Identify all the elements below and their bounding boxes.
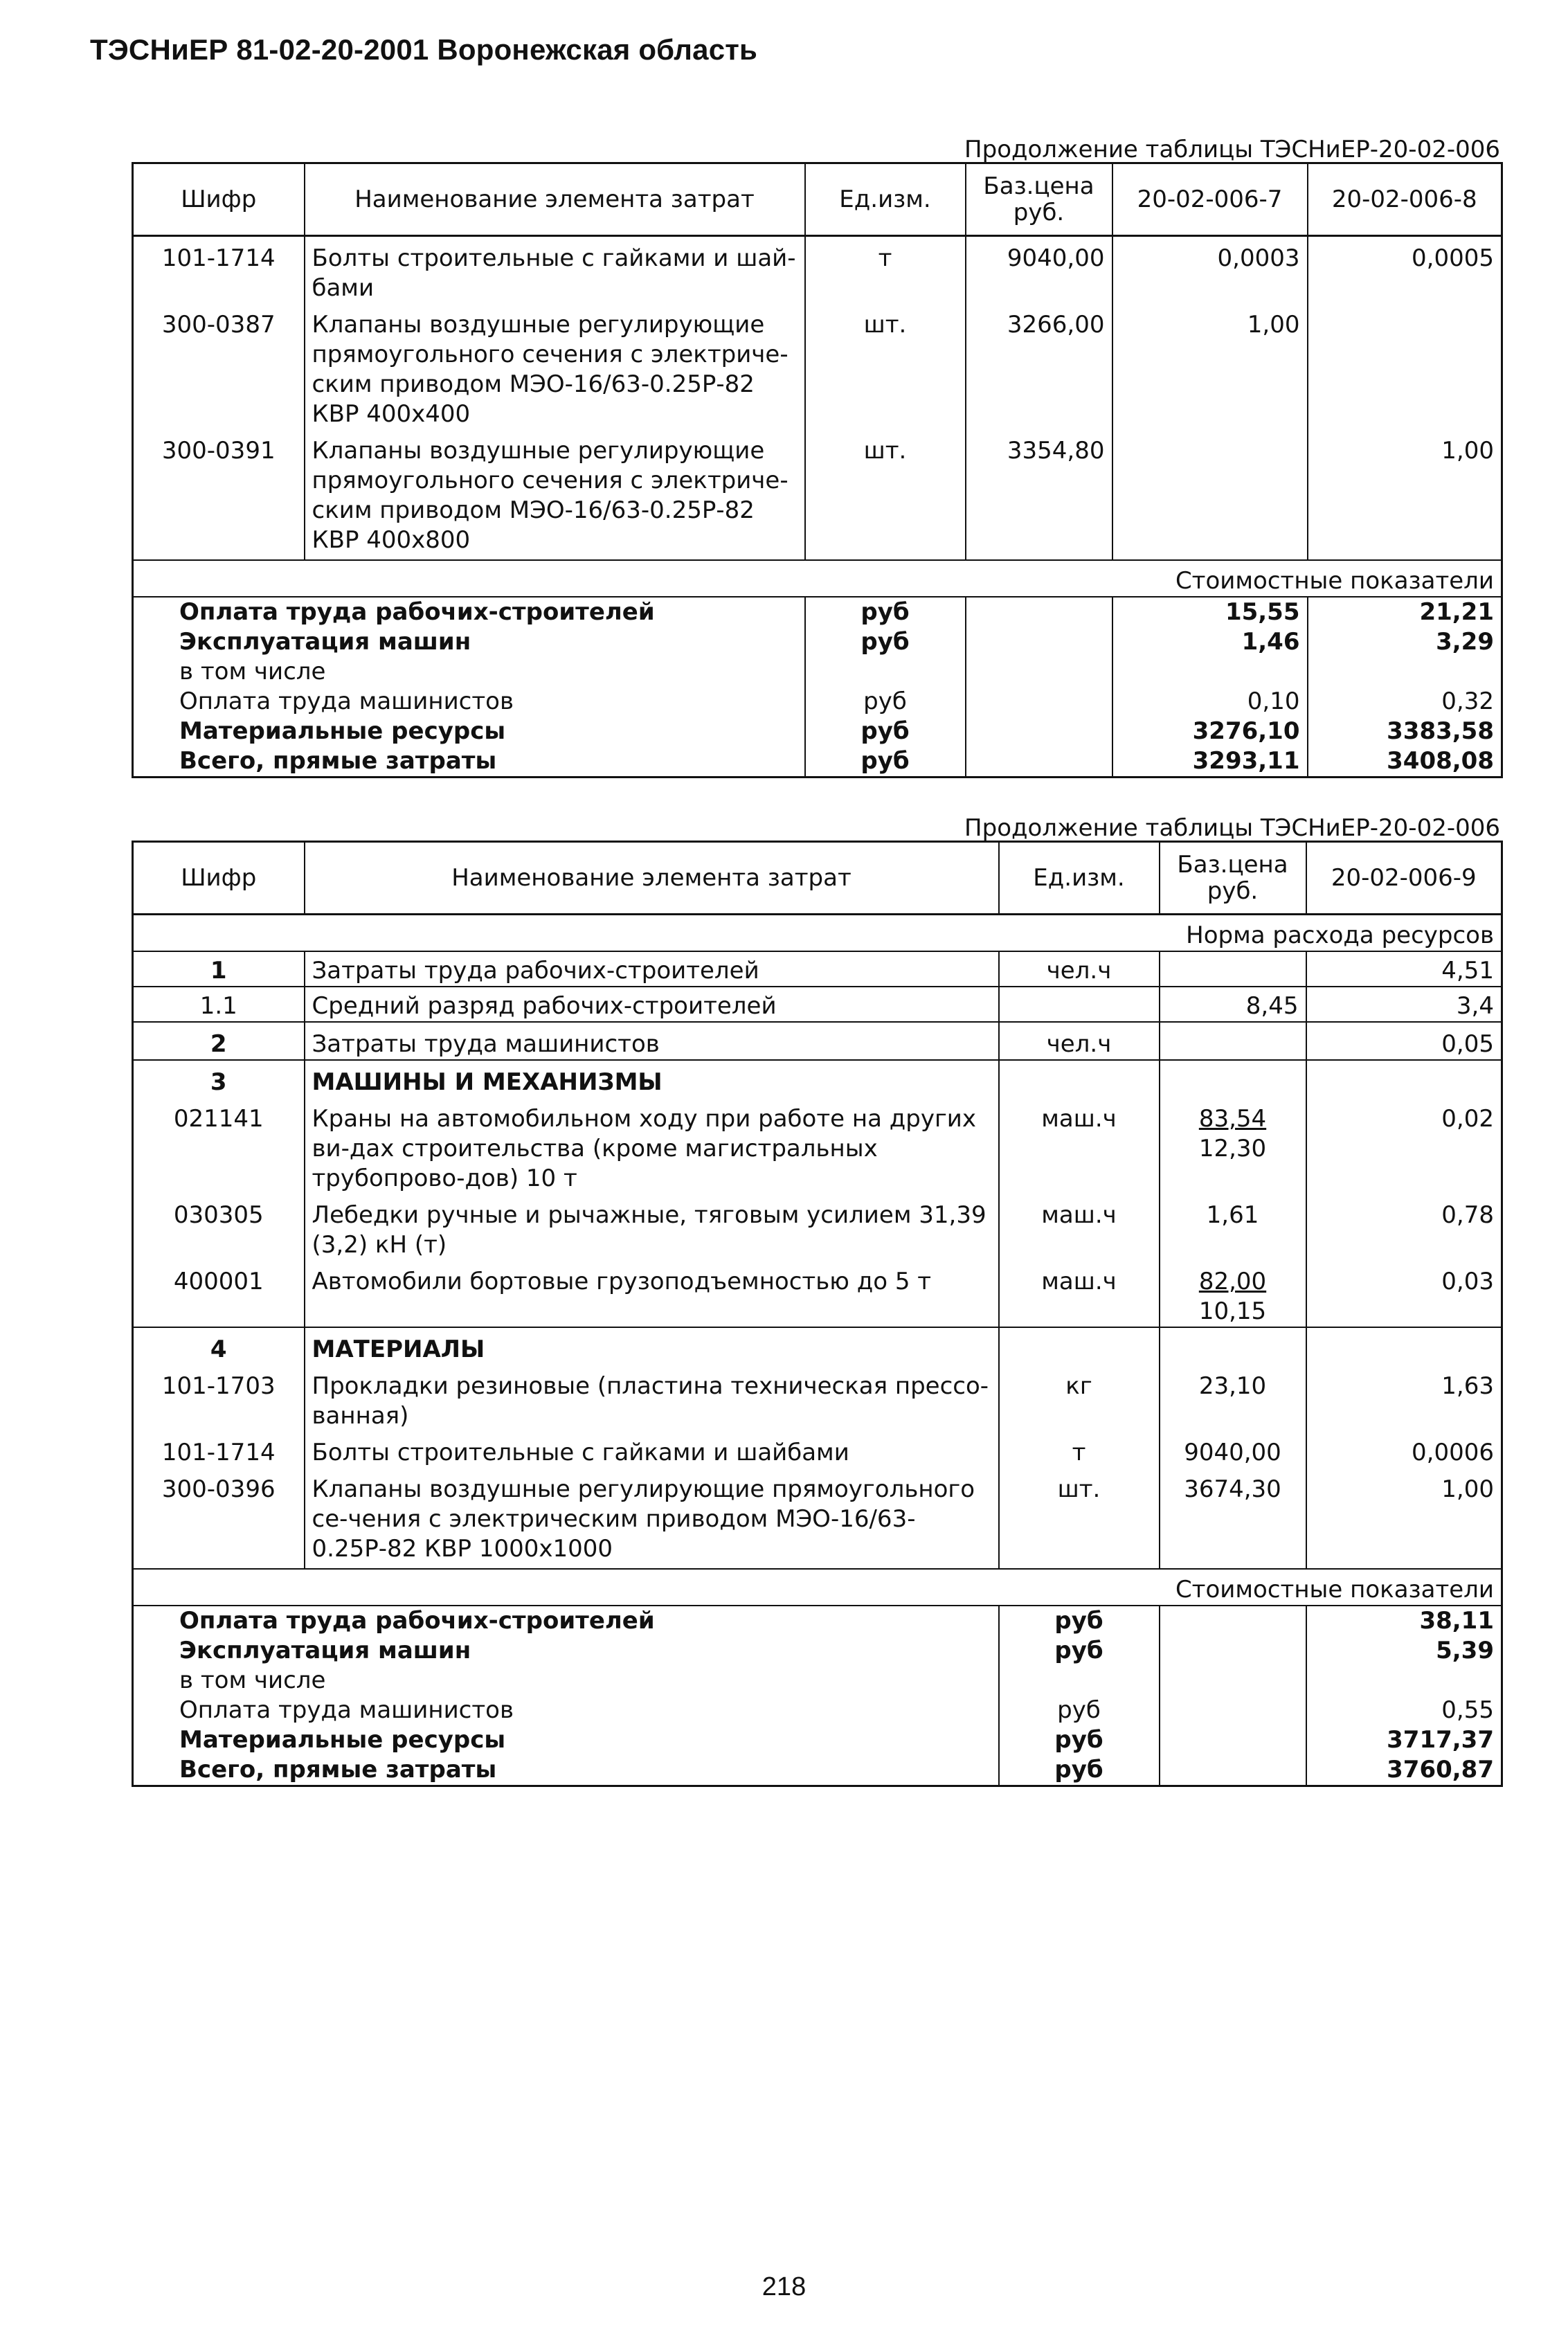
total-label: Эксплуатация машин — [179, 628, 471, 656]
row-unit: кг — [999, 1365, 1160, 1431]
row-code: 1 — [210, 957, 227, 985]
row-code: 300-0387 — [161, 311, 276, 339]
page-header: ТЭСНиЕР 81-02-20-2001 Воронежская область — [90, 33, 758, 66]
table1-header-row — [133, 163, 1502, 236]
total-row-machines — [133, 627, 1502, 657]
total-price-empty — [1160, 1696, 1306, 1725]
section-materials-title: МАТЕРИАЛЫ — [305, 1327, 999, 1365]
page-number: 218 — [762, 2272, 806, 2301]
col-header-c1: 20-02-006-7 — [1112, 163, 1308, 236]
row-name: Автомобили бортовые грузоподъемностью до 5 т — [305, 1260, 999, 1327]
total-row-incl — [133, 1666, 1502, 1696]
total-label: в том числе — [179, 1666, 326, 1694]
total-price-empty — [966, 717, 1112, 746]
row-name: Лебедки ручные и рычажные, тяговым усилием 31,39 (3,2) кН (т) — [305, 1194, 999, 1260]
total-price-empty — [966, 687, 1112, 717]
row-unit: шт. — [999, 1468, 1160, 1569]
table-row — [133, 1431, 1502, 1468]
row-code: 300-0396 — [161, 1475, 276, 1503]
total-c1: 38,11 — [1306, 1606, 1502, 1636]
row-name: Краны на автомобильном ходу при работе на других ви-дах строительства (кроме магистральных трубопрово-дов) 10 т — [305, 1097, 999, 1194]
row-price: 3266,00 — [966, 303, 1112, 429]
table-row — [133, 1260, 1502, 1327]
row-unit — [999, 987, 1160, 1022]
col-header-name: Наименование элемента затрат — [305, 163, 805, 236]
total-unit: руб — [999, 1725, 1160, 1755]
total-label: Эксплуатация машин — [179, 1637, 471, 1664]
section-row — [133, 1569, 1502, 1606]
total-c2: 21,21 — [1308, 597, 1502, 627]
section-cost-label: Стоимостные показатели — [133, 560, 1502, 597]
total-price-empty — [1160, 1606, 1306, 1636]
row-c1: 1,00 — [1112, 303, 1308, 429]
row-name: Прокладки резиновые (пластина техническая прессо-ванная) — [305, 1365, 999, 1431]
total-c2: 3408,08 — [1308, 746, 1502, 778]
row-price — [1160, 1097, 1306, 1194]
row-unit: чел.ч — [999, 1022, 1160, 1060]
section-machines-title: МАШИНЫ И МЕХАНИЗМЫ — [305, 1060, 999, 1097]
total-unit: руб — [999, 1696, 1160, 1725]
row-name: Средний разряд рабочих-строителей — [305, 987, 999, 1022]
row-unit: т — [999, 1431, 1160, 1468]
row-c1: 0,02 — [1306, 1097, 1502, 1194]
row-price: 8,45 — [1160, 987, 1306, 1022]
total-c1: 3276,10 — [1112, 717, 1308, 746]
row-c1: 0,78 — [1306, 1194, 1502, 1260]
table-row — [133, 987, 1502, 1022]
table1-caption: Продолжение таблицы ТЭСНиЕР-20-02-006 — [964, 136, 1500, 163]
total-unit: руб — [805, 687, 966, 717]
total-price-empty — [1160, 1755, 1306, 1786]
row-price — [1160, 951, 1306, 987]
table-row — [133, 236, 1502, 304]
table2 — [132, 841, 1503, 1787]
row-price-operator: 12,30 — [1198, 1135, 1267, 1162]
row-price: 9040,00 — [1160, 1431, 1306, 1468]
col-header-code: Шифр — [133, 842, 305, 915]
row-price: 3354,80 — [966, 429, 1112, 560]
row-code: 400001 — [173, 1268, 264, 1295]
row-price-main: 83,54 — [1198, 1105, 1267, 1133]
total-label: Оплата труда рабочих-строителей — [179, 598, 655, 626]
row-code: 3 — [133, 1060, 305, 1097]
total-label: Всего, прямые затраты — [179, 747, 497, 775]
total-c2: 3383,58 — [1308, 717, 1502, 746]
total-price-empty — [966, 746, 1112, 778]
table-row — [133, 429, 1502, 560]
row-name: Клапаны воздушные регулирующие прямоугольного се-чения с электрическим приводом МЭО-16/63-0.25Р-82 КВР 1000х1000 — [305, 1468, 999, 1569]
row-unit: т — [805, 236, 966, 304]
col-header-price: Баз.цена руб. — [966, 163, 1112, 236]
table-row — [133, 951, 1502, 987]
total-row-materials — [133, 1725, 1502, 1755]
total-c1: 1,46 — [1112, 627, 1308, 657]
row-code: 021141 — [173, 1105, 264, 1133]
total-label: Всего, прямые затраты — [179, 1756, 497, 1784]
row-code: 2 — [133, 1022, 305, 1060]
row-code: 300-0391 — [161, 437, 276, 465]
row-code: 101-1714 — [161, 1439, 276, 1466]
total-unit: руб — [999, 1606, 1160, 1636]
col-header-price: Баз.цена руб. — [1160, 842, 1306, 915]
row-code: 101-1703 — [161, 1372, 276, 1400]
total-row-materials — [133, 717, 1502, 746]
table-row — [133, 1194, 1502, 1260]
row-code: 4 — [133, 1327, 305, 1365]
total-price-empty — [1160, 1725, 1306, 1755]
col-header-name: Наименование элемента затрат — [305, 842, 999, 915]
section-row — [133, 915, 1502, 952]
total-label: Материальные ресурсы — [179, 1726, 506, 1754]
table-row — [133, 303, 1502, 429]
table2-caption: Продолжение таблицы ТЭСНиЕР-20-02-006 — [964, 814, 1500, 842]
total-price-empty — [966, 627, 1112, 657]
row-price — [1160, 1022, 1306, 1060]
table-row — [133, 1097, 1502, 1194]
total-label: Оплата труда машинистов — [179, 688, 514, 715]
row-c1: 0,03 — [1306, 1260, 1502, 1327]
row-code: 1.1 — [133, 987, 305, 1022]
row-name: Болты строительные с гайками и шай-бами — [305, 236, 805, 304]
row-c1 — [1112, 429, 1308, 560]
row-price — [1160, 1260, 1306, 1327]
total-row-all — [133, 1755, 1502, 1786]
col-header-code: Шифр — [133, 163, 305, 236]
row-c1: 0,0003 — [1112, 236, 1308, 304]
row-unit: маш.ч — [999, 1194, 1160, 1260]
row-c1: 1,00 — [1306, 1468, 1502, 1569]
total-c1: 0,55 — [1306, 1696, 1502, 1725]
total-row-labor — [133, 1606, 1502, 1636]
total-c2: 3,29 — [1308, 627, 1502, 657]
row-unit: маш.ч — [999, 1260, 1160, 1327]
row-name: Затраты труда машинистов — [305, 1022, 999, 1060]
total-unit: руб — [805, 597, 966, 627]
row-price-operator: 10,15 — [1198, 1297, 1267, 1325]
row-unit: чел.ч — [999, 951, 1160, 987]
section-row — [133, 560, 1502, 597]
row-price: 3674,30 — [1160, 1468, 1306, 1569]
table2-header-row — [133, 842, 1502, 915]
row-price: 23,10 — [1160, 1365, 1306, 1431]
table-row — [133, 1468, 1502, 1569]
row-price: 9040,00 — [966, 236, 1112, 304]
total-label: Материальные ресурсы — [179, 717, 506, 745]
row-c1: 1,63 — [1306, 1365, 1502, 1431]
row-unit: шт. — [805, 303, 966, 429]
row-price-main: 82,00 — [1198, 1268, 1267, 1295]
total-c1: 5,39 — [1306, 1636, 1502, 1666]
row-unit: шт. — [805, 429, 966, 560]
row-name: Затраты труда рабочих-строителей — [305, 951, 999, 987]
row-c2: 0,0005 — [1308, 236, 1502, 304]
total-unit: руб — [999, 1636, 1160, 1666]
total-label: в том числе — [179, 658, 326, 685]
total-row-labor — [133, 597, 1502, 627]
total-row-operators — [133, 687, 1502, 717]
col-header-unit: Ед.изм. — [999, 842, 1160, 915]
total-unit: руб — [805, 746, 966, 778]
row-c2: 1,00 — [1308, 429, 1502, 560]
total-price-empty — [1160, 1636, 1306, 1666]
section-cost-label: Стоимостные показатели — [133, 1569, 1502, 1606]
row-name: Клапаны воздушные регулирующие прямоугольного сечения с электриче-ским приводом МЭО-16/63-0.25Р-82 КВР 400х800 — [305, 429, 805, 560]
row-name: Болты строительные с гайками и шайбами — [305, 1431, 999, 1468]
col-header-c1: 20-02-006-9 — [1306, 842, 1502, 915]
total-c1: 3717,37 — [1306, 1725, 1502, 1755]
row-unit: маш.ч — [999, 1097, 1160, 1194]
total-c1: 15,55 — [1112, 597, 1308, 627]
total-row-operators — [133, 1696, 1502, 1725]
row-name: Клапаны воздушные регулирующие прямоугольного сечения с электриче-ским приводом МЭО-16/63-0.25Р-82 КВР 400х400 — [305, 303, 805, 429]
col-header-unit: Ед.изм. — [805, 163, 966, 236]
total-unit: руб — [805, 627, 966, 657]
total-c1: 3760,87 — [1306, 1755, 1502, 1786]
row-c2 — [1308, 303, 1502, 429]
row-c1: 0,05 — [1306, 1022, 1502, 1060]
total-row-incl — [133, 657, 1502, 687]
total-c1: 0,10 — [1112, 687, 1308, 717]
total-label: Оплата труда машинистов — [179, 1696, 514, 1724]
row-c1: 3,4 — [1306, 987, 1502, 1022]
total-unit: руб — [999, 1755, 1160, 1786]
table-row — [133, 1327, 1502, 1365]
table1 — [132, 162, 1503, 778]
table-row — [133, 1060, 1502, 1097]
row-code: 030305 — [173, 1201, 264, 1229]
total-unit: руб — [805, 717, 966, 746]
row-c1: 0,0006 — [1306, 1431, 1502, 1468]
total-c2: 0,32 — [1308, 687, 1502, 717]
row-price: 1,61 — [1160, 1194, 1306, 1260]
total-row-all — [133, 746, 1502, 778]
section-norm-label: Норма расхода ресурсов — [133, 915, 1502, 952]
col-header-c2: 20-02-006-8 — [1308, 163, 1502, 236]
total-c1: 3293,11 — [1112, 746, 1308, 778]
total-row-machines — [133, 1636, 1502, 1666]
table-row — [133, 1365, 1502, 1431]
row-c1: 4,51 — [1306, 951, 1502, 987]
total-price-empty — [966, 597, 1112, 627]
table-row — [133, 1022, 1502, 1060]
row-code: 101-1714 — [161, 244, 276, 272]
total-label: Оплата труда рабочих-строителей — [179, 1607, 655, 1635]
